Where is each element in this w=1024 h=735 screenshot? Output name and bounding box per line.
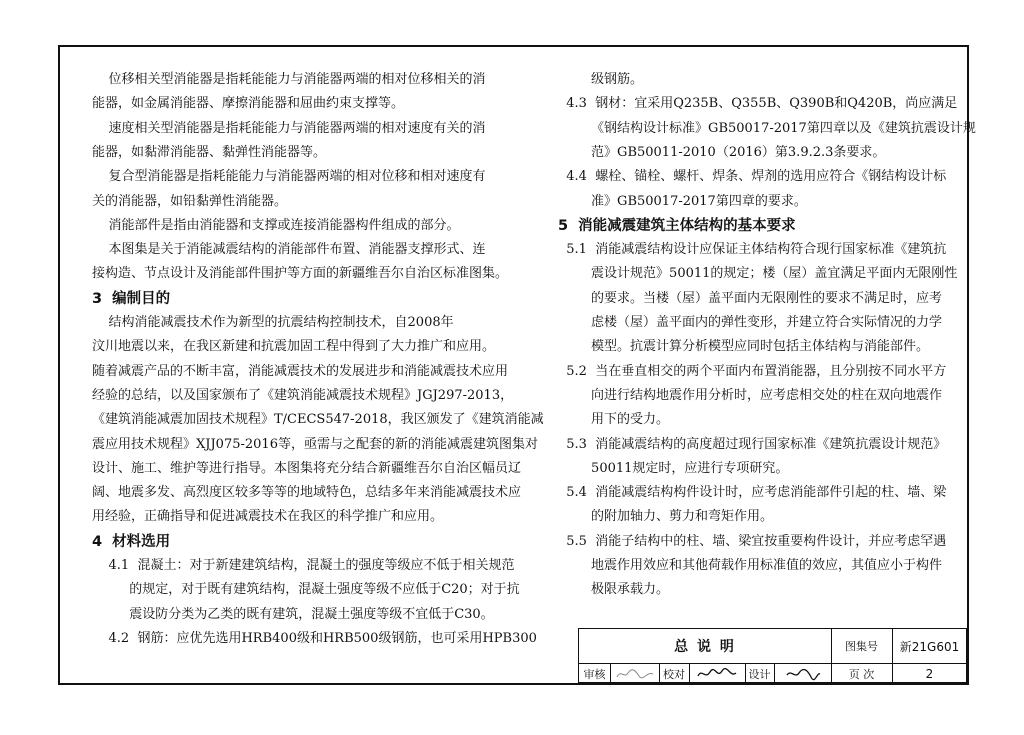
text-line: 《钢结构设计标准》GB50017-2017第四章以及《建筑抗震设计规 (558, 120, 976, 136)
text-line: 虑楼（屋）盖平面内的弹性变形，并建立符合实际情况的力学 (558, 315, 943, 330)
text-line: 《建筑消能减震加固技术规程》T/CECS547-2018，我区颁发了《建筑消能减 (92, 412, 544, 428)
text-line: 4.1 混凝土：对于新建建筑结构，混凝土的强度等级应不低于相关规范 (92, 558, 515, 573)
review-label: 审核 (583, 667, 606, 681)
text-line: 5.3 消能减震结构的高度超过现行国家标准《建筑抗震设计规范》 (558, 436, 947, 452)
text-line: 级钢筋。 (558, 72, 644, 87)
page-number: 2 (925, 666, 934, 681)
text-line: 位移相关型消能器是指耗能能力与消能器两端的相对位移相关的消 (92, 72, 486, 87)
text-line: 汶川地震以来，在我区新建和抗震加固工程中得到了大力推广和应用。 (92, 339, 496, 355)
section-heading: 4 材料选用 (92, 533, 171, 550)
text-line: 极限承载力。 (558, 582, 670, 598)
text-line: 50011规定时，应进行专项研究。 (558, 460, 789, 476)
text-line: 能器，如金属消能器、摩擦消能器和屈曲约束支撑等。 (92, 96, 405, 112)
title-block (578, 628, 967, 683)
atlas-number: 新21G601 (899, 639, 960, 654)
design-label: 设计 (748, 667, 771, 681)
text-line: 的要求。当楼（屋）盖平面内无限刚性的要求不满足时，应考 (558, 290, 943, 306)
signature-icon (695, 667, 739, 681)
check-signature (689, 664, 745, 683)
text-line: 设计、施工、维护等进行指导。本图集将充分结合新疆维吾尔自治区幅员辽 (92, 460, 522, 476)
text-line: 震设计规范》50011的规定；楼（屋）盖宜满足平面内无限刚性 (558, 266, 958, 282)
text-line: 向进行结构地震作用分析时，应考虑相交处的柱在双向地震作 (558, 387, 943, 403)
text-line: 4.2 钢筋：应优先选用HRB400级和HRB500级钢筋，也可采用HPB300 (92, 630, 537, 646)
text-line: 5.4 消能减震结构构件设计时，应考虑消能部件引起的柱、墙、梁 (558, 485, 947, 501)
design-signature (774, 664, 831, 683)
text-line: 范》GB50011-2010（2016）第3.9.2.3条要求。 (558, 144, 886, 160)
text-line: 随着减震产品的不断丰富，消能减震技术的发展进步和消能减震技术应用 (92, 363, 509, 379)
signature-icon (615, 667, 655, 681)
text-line: 能器，如黏滞消能器、黏弹性消能器等。 (92, 144, 327, 160)
page-label: 页 次 (848, 667, 875, 681)
text-line: 的附加轴力、剪力和弯矩作用。 (558, 509, 774, 525)
text-line: 接构造、节点设计及消能部件围护等方面的新疆维吾尔自治区标准图集。 (92, 266, 509, 282)
text-line: 4.4 螺栓、锚栓、螺杆、焊条、焊剂的选用应符合《钢结构设计标 (558, 169, 947, 185)
text-line: 5.1 消能减震结构设计应保证主体结构符合现行国家标准《建筑抗 (558, 242, 947, 258)
document-title: 总 说 明 (674, 639, 736, 655)
text-line: 经验的总结，以及国家颁布了《建筑消能减震技术规程》JGJ297-2013， (92, 387, 514, 403)
text-line: 5.2 当在垂直相交的两个平面内布置消能器，且分别按不同水平方 (558, 363, 947, 379)
section-heading: 3 编制目的 (92, 290, 171, 307)
signature-icon (783, 667, 823, 681)
text-line: 阔、地震多发、高烈度区较多等等的地域特色，总结多年来消能减震技术应 (92, 485, 522, 501)
text-line: 用下的受力。 (558, 412, 670, 428)
text-line: 准》GB50017-2017第四章的要求。 (558, 193, 807, 209)
text-line: 震应用技术规程》XJJ075-2016等，亟需与之配套的新的消能减震建筑图集对 (92, 436, 538, 452)
text-line: 消能部件是指由消能器和支撑或连接消能器构件组成的部分。 (92, 217, 460, 233)
text-line: 地震作用效应和其他荷载作用标准值的效应，其值应小于构件 (558, 558, 943, 573)
section-heading: 5 消能减震建筑主体结构的基本要求 (558, 217, 796, 234)
text-line: 本图集是关于消能减震结构的消能部件布置、消能器支撑形式、连 (92, 242, 486, 258)
text-line: 结构消能减震技术作为新型的抗震结构控制技术，自2008年 (92, 315, 454, 330)
text-line: 5.5 消能子结构中的柱、墙、梁宜按重要构件设计，并应考虑罕遇 (558, 533, 947, 549)
check-label: 校对 (663, 667, 685, 681)
text-line: 4.3 钢材：宜采用Q235B、Q355B、Q390B和Q420B，尚应满足 (558, 96, 958, 112)
text-line: 速度相关型消能器是指耗能能力与消能器两端的相对速度有关的消 (92, 120, 486, 136)
text-line: 复合型消能器是指耗能能力与消能器两端的相对位移和相对速度有 (92, 169, 486, 185)
text-line: 用经验，正确指导和促进减震技术在我区的科学推广和应用。 (92, 509, 444, 525)
atlas-number-label: 图集号 (845, 640, 878, 653)
text-line: 的规定，对于既有建筑结构，混凝土强度等级不应低于C20；对于抗 (92, 582, 520, 598)
text-line: 震设防分类为乙类的既有建筑，混凝土强度等级不宜低于C30。 (92, 606, 494, 622)
review-signature (610, 664, 659, 683)
text-line: 关的消能器，如铅黏弹性消能器。 (92, 193, 288, 209)
text-line: 模型。抗震计算分析模型应同时包括主体结构与消能部件。 (558, 339, 930, 355)
